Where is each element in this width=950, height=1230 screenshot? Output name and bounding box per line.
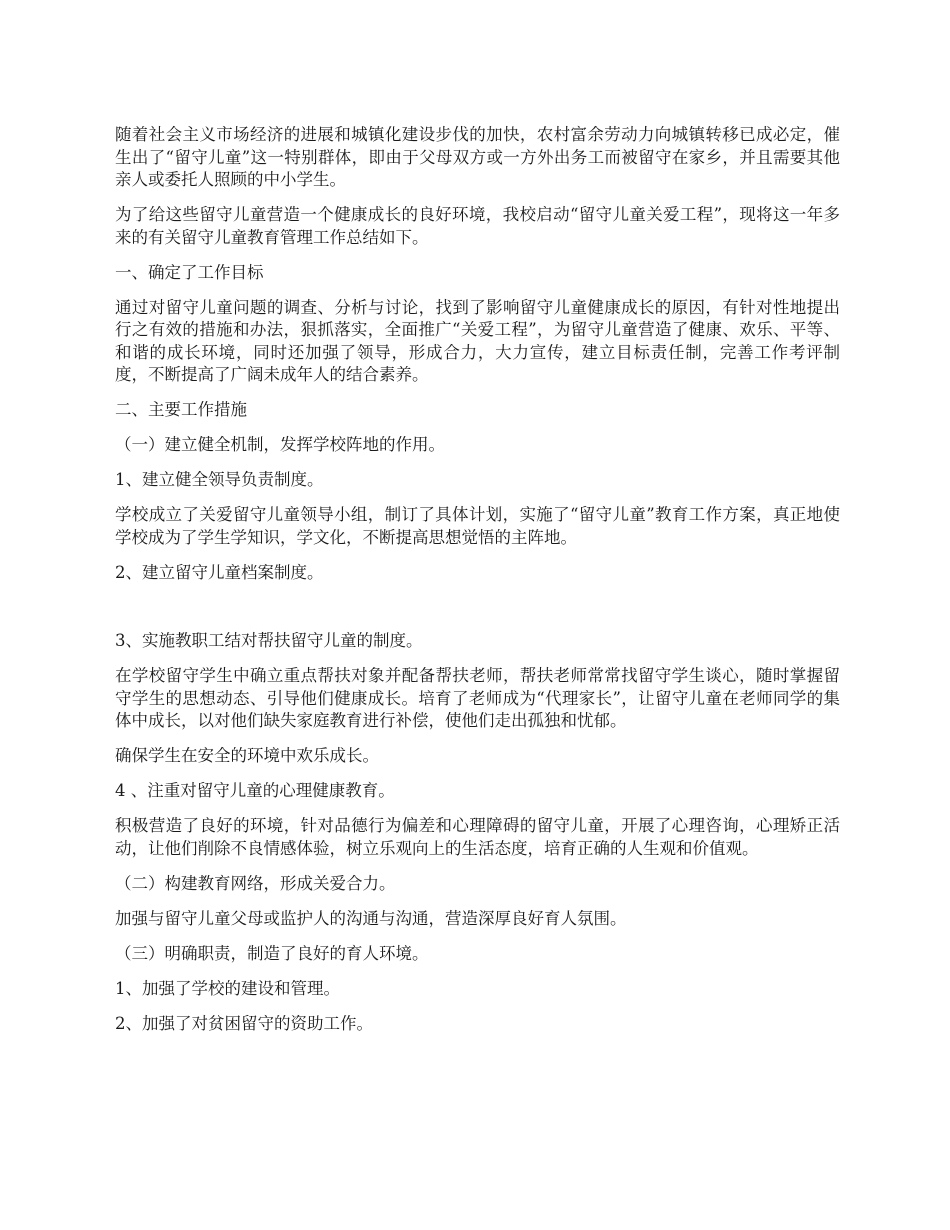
heading-section-1: 一、确定了工作目标 [115, 262, 264, 282]
subheading-2-body: 加强与留守儿童父母或监护人的沟通与沟通，营造深厚良好育人氛围。 [115, 908, 627, 928]
subheading-1: （一）建立健全机制，发挥学校阵地的作用。 [115, 435, 445, 454]
item-2-heading: 2、建立留守儿童档案制度。 [115, 562, 324, 582]
item-3-body: 在学校留守学生中确立重点帮扶对象并配备帮扶老师，帮扶老师常常找留守学生谈心，随时掌握留守学生的思想动态、引导他们健康成长。培育了老师成为“代理家长”，让留守儿童在老师同学的集体中成长，以对他们缺失家庭教育进行补偿，使他们走出孤独和忧郁。 [115, 666, 840, 730]
paragraph-intro: 随着社会主义市场经济的进展和城镇化建设步伐的加快，农村富余劳动力向城镇转移已成必定，催生出了“留守儿童”这一特别群体，即由于父母双方或一方外出务工而被留守在家乡，并且需要其他亲人或委托人照顾的中小学生。 [115, 125, 840, 189]
item-1-body: 学校成立了关爱留守儿童领导小组，制订了具体计划，实施了“留守儿童”教育工作方案，真正地使学校成为了学生学知识，学文化，不断提高思想觉悟的主阵地。 [115, 505, 840, 547]
item-3-heading: 3、实施教职工结对帮扶留守儿童的制度。 [115, 631, 423, 650]
item-4-heading: 4 、注重对留守儿童的心理健康教育。 [115, 781, 395, 800]
paragraph-purpose: 为了给这些留守儿童营造一个健康成长的良好环境，我校启动“留守儿童关爱工程”，现将这一年多来的有关留守儿童教育管理工作总结如下。 [115, 205, 840, 247]
heading-section-2: 二、主要工作措施 [115, 400, 247, 419]
document-body [115, 124, 840, 1035]
item-4-body: 积极营造了良好的环境，针对品德行为偏差和心理障碍的留守儿童，开展了心理咨询，心理矫正活动，让他们削除不良情感体验，树立乐观向上的生活态度，培育正确的人生观和价值观。 [115, 816, 840, 858]
subheading-3: （三）明确职责，制造了良好的育人环境。 [115, 943, 429, 963]
paragraph-goals: 通过对留守儿童问题的调查、分析与讨论，找到了影响留守儿童健康成长的原因，有针对性地提出行之有效的措施和办法，狠抓落实，全面推广“关爱工程”，为留守儿童营造了健康、欢乐、平等、和谐的成长环境，同时还加强了领导，形成合力，大力宣传，建立目标责任制，完善工作考评制度，不断提高了广阔未成年人的结合素养。 [115, 297, 840, 384]
subheading-3-item-1: 1、加强了学校的建设和管理。 [115, 978, 340, 998]
subheading-2: （二）构建教育网络，形成关爱合力。 [115, 873, 396, 893]
item-3-conclusion: 确保学生在安全的环境中欢乐成长。 [115, 746, 379, 765]
subheading-3-item-2: 2、加强了对贫困留守的资助工作。 [115, 1013, 373, 1033]
item-1-heading: 1、建立健全领导负责制度。 [115, 470, 324, 489]
